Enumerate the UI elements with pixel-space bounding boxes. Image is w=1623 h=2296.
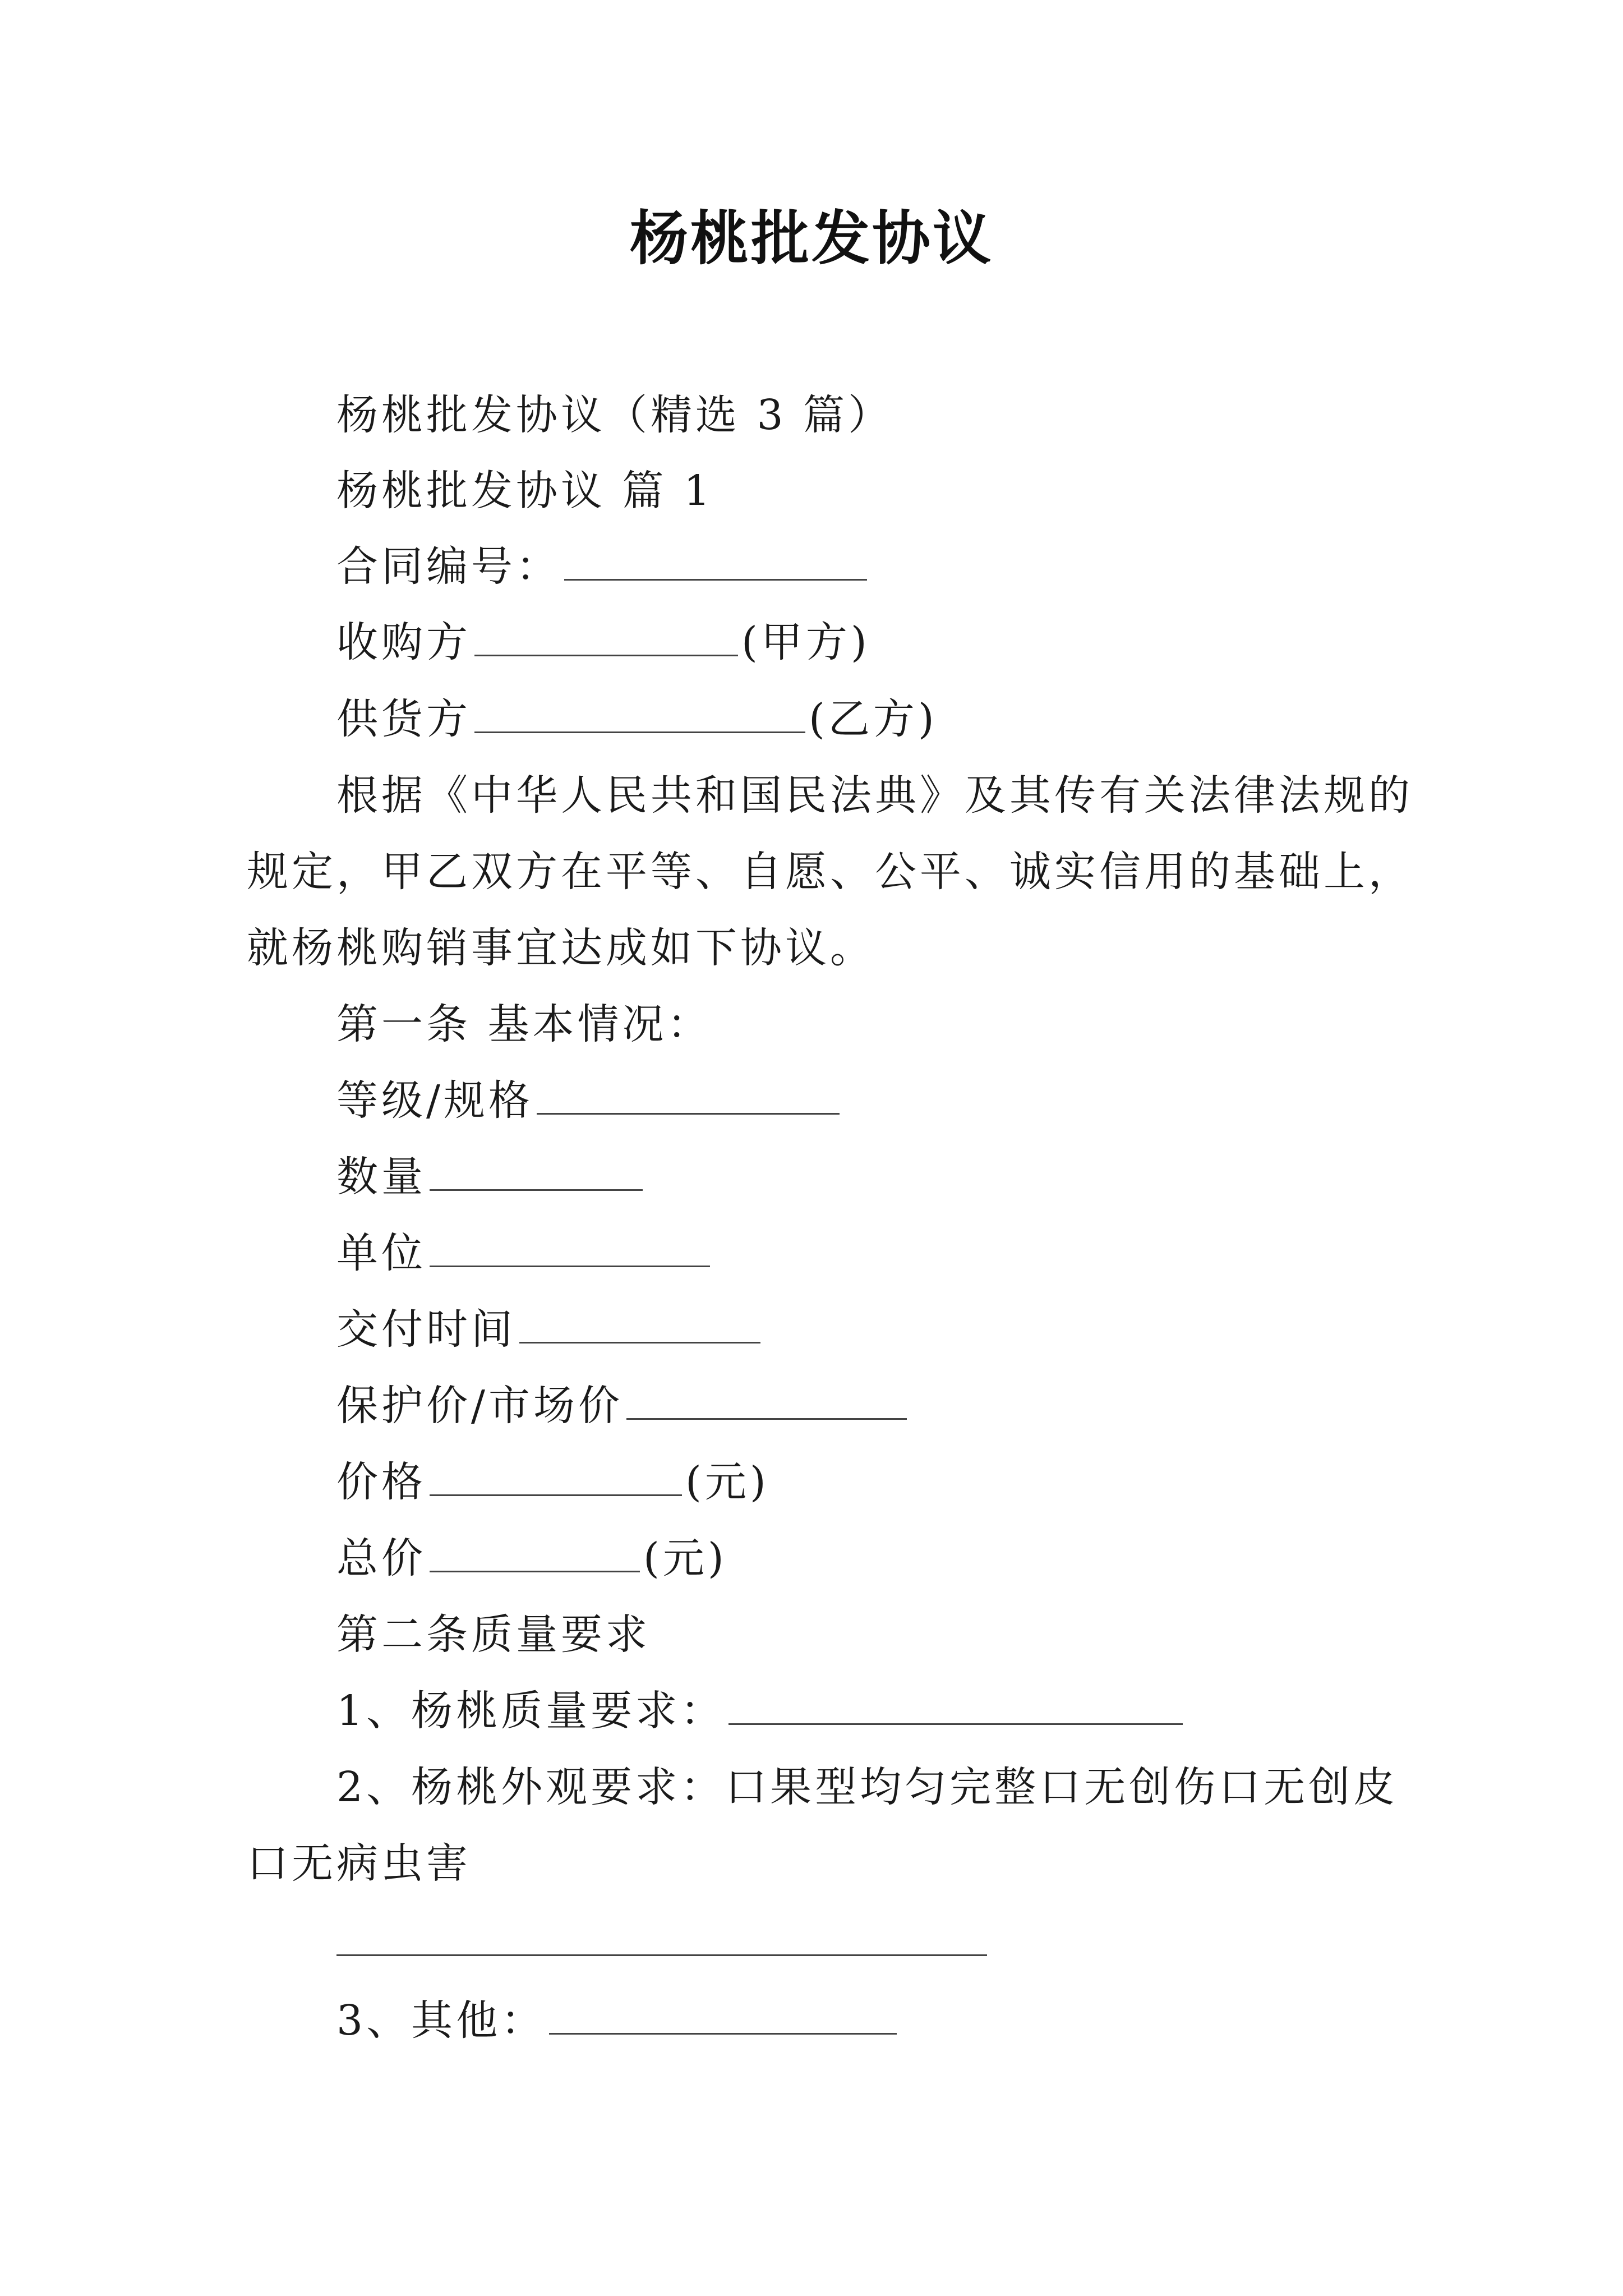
protect-price-label: 保护价/市场价 xyxy=(336,1382,623,1430)
supplier-blank xyxy=(474,692,805,733)
supplier-row xyxy=(336,691,938,747)
document-subtitle: 杨桃批发协议（精选 3 篇） xyxy=(336,391,893,439)
quality-3-label: 3、其他： xyxy=(336,1996,546,2045)
quantity-label: 数量 xyxy=(336,1153,426,1201)
unit-blank xyxy=(430,1226,710,1267)
contract-number-blank xyxy=(564,540,867,581)
price-label: 价格 xyxy=(336,1458,426,1506)
section-heading: 杨桃批发协议 篇 1 xyxy=(336,467,714,515)
article-2-heading: 第二条质量要求 xyxy=(336,1611,651,1659)
total-row xyxy=(336,1530,727,1586)
quality-2-line-2: 口无病虫害 xyxy=(247,1839,471,1888)
quantity-blank xyxy=(430,1150,643,1191)
contract-number-row xyxy=(336,539,870,595)
quality-1-blank xyxy=(728,1684,1183,1725)
quality-3-blank xyxy=(549,1994,897,2035)
unit-row xyxy=(336,1225,713,1281)
price-blank xyxy=(430,1455,682,1496)
supplier-suffix: (乙方) xyxy=(809,695,938,743)
quality-2-line-1: 2、杨桃外观要求：口果型均匀完整口无创伤口无创皮 xyxy=(336,1763,1399,1811)
quality-3-row xyxy=(336,1993,900,2049)
intro-line-3: 就杨桃购销事宜达成如下协议。 xyxy=(247,924,875,972)
protect-price-blank xyxy=(626,1379,907,1420)
grade-blank xyxy=(537,1074,840,1115)
quality-2-blank-line xyxy=(336,1952,987,1956)
delivery-label: 交付时间 xyxy=(336,1305,516,1354)
intro-line-1: 根据《中华人民共和国民法典》及其传有关法律法规的 xyxy=(336,771,1413,820)
buyer-suffix: (甲方) xyxy=(741,618,870,666)
quality-1-label: 1、杨桃质量要求： xyxy=(336,1687,726,1735)
unit-label: 单位 xyxy=(336,1229,426,1277)
quality-1-row xyxy=(336,1683,1186,1739)
total-blank xyxy=(430,1531,640,1572)
quantity-row xyxy=(336,1149,646,1205)
intro-line-2: 规定，甲乙双方在平等、自愿、公平、诚实信用的基础上， xyxy=(247,848,1413,896)
buyer-label: 收购方 xyxy=(336,618,471,666)
total-suffix: (元) xyxy=(643,1534,727,1582)
price-row xyxy=(336,1454,769,1510)
grade-label: 等级/规格 xyxy=(336,1076,533,1125)
protect-price-row xyxy=(336,1378,910,1434)
buyer-blank xyxy=(474,615,738,656)
article-1-heading: 第一条 基本情况： xyxy=(336,1000,712,1048)
buyer-row xyxy=(336,614,870,670)
document-title: 杨桃批发协议 xyxy=(629,204,993,273)
grade-row xyxy=(336,1073,843,1129)
total-label: 总价 xyxy=(336,1534,426,1582)
price-suffix: (元) xyxy=(685,1458,769,1506)
delivery-blank xyxy=(519,1303,760,1343)
delivery-row xyxy=(336,1301,764,1358)
supplier-label: 供货方 xyxy=(336,695,471,743)
contract-number-label: 合同编号： xyxy=(336,542,561,591)
